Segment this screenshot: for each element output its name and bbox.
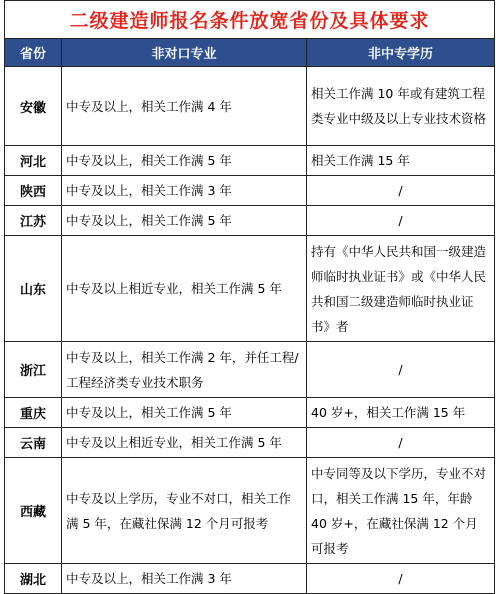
- non-college-cell: /: [307, 206, 495, 236]
- province-cell: 河北: [5, 146, 62, 176]
- header-province: 省份: [5, 39, 62, 67]
- table-row: [5, 146, 495, 176]
- table-row: [5, 342, 495, 398]
- table-title: 二级建造师报名条件放宽省份及具体要求: [5, 1, 495, 39]
- table-row: [5, 428, 495, 458]
- province-cell: 安徽: [5, 67, 62, 146]
- table-row: [5, 67, 495, 146]
- province-cell: 西藏: [5, 458, 62, 564]
- non-college-cell: /: [307, 342, 495, 398]
- table-row: [5, 564, 495, 594]
- non-college-cell: /: [307, 428, 495, 458]
- non-college-cell: /: [307, 564, 495, 594]
- header-non-major: 非对口专业: [62, 39, 307, 67]
- non-college-cell: 40 岁+，相关工作满 15 年: [307, 398, 495, 428]
- province-cell: 湖北: [5, 564, 62, 594]
- header-non-college: 非中专学历: [307, 39, 495, 67]
- table-row: [5, 176, 495, 206]
- table-row: [5, 398, 495, 428]
- table-row: [5, 206, 495, 236]
- header-row: [5, 39, 495, 67]
- non-major-cell: 中专及以上，相关工作满 5 年: [62, 398, 307, 428]
- non-major-cell: 中专及以上学历，专业不对口，相关工作满 5 年，在藏社保满 12 个月可报考: [62, 458, 307, 564]
- province-cell: 山东: [5, 236, 62, 342]
- non-college-cell: 持有《中华人民共和国一级建造师临时执业证书》或《中华人民共和国二级建造师临时执业证书》者: [307, 236, 495, 342]
- non-major-cell: 中专及以上，相关工作满 2 年，并任工程/工程经济类专业技术职务: [62, 342, 307, 398]
- non-major-cell: 中专及以上，相关工作满 5 年: [62, 206, 307, 236]
- province-cell: 江苏: [5, 206, 62, 236]
- province-cell: 浙江: [5, 342, 62, 398]
- non-major-cell: 中专及以上，相关工作满 3 年: [62, 564, 307, 594]
- non-major-cell: 中专及以上相近专业，相关工作满 5 年: [62, 236, 307, 342]
- non-major-cell: 中专及以上，相关工作满 4 年: [62, 67, 307, 146]
- table-row: [5, 458, 495, 564]
- title-row: [5, 1, 495, 39]
- province-cell: 陕西: [5, 176, 62, 206]
- non-college-cell: 相关工作满 10 年或有建筑工程类专业中级及以上专业技术资格: [307, 67, 495, 146]
- non-college-cell: 相关工作满 15 年: [307, 146, 495, 176]
- province-cell: 云南: [5, 428, 62, 458]
- province-cell: 重庆: [5, 398, 62, 428]
- non-college-cell: /: [307, 176, 495, 206]
- table-row: [5, 236, 495, 342]
- non-major-cell: 中专及以上，相关工作满 3 年: [62, 176, 307, 206]
- non-college-cell: 中专同等及以下学历，专业不对口，相关工作满 15 年，年龄 40 岁+，在藏社保满 12 个月可报考: [307, 458, 495, 564]
- non-major-cell: 中专及以上相近专业，相关工作满 5 年: [62, 428, 307, 458]
- non-major-cell: 中专及以上，相关工作满 5 年: [62, 146, 307, 176]
- requirements-table: [4, 0, 495, 594]
